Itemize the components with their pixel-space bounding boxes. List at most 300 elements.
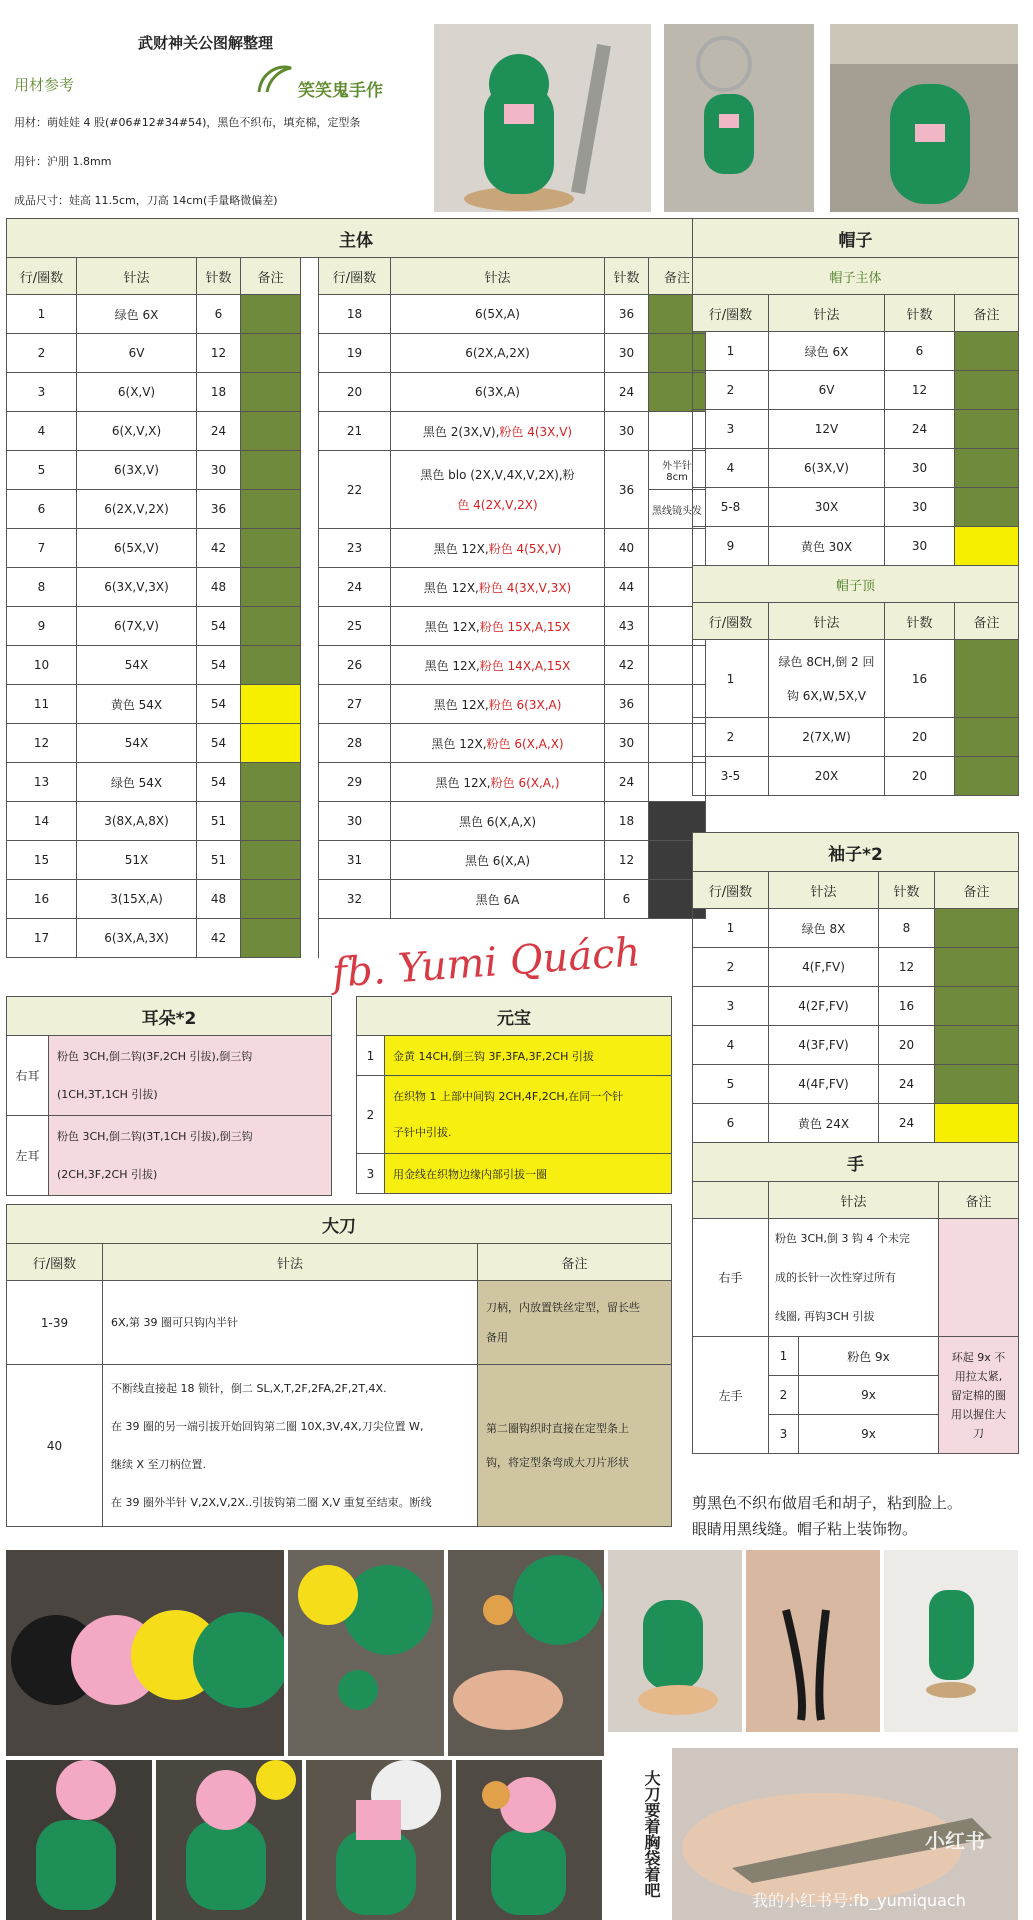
color-swatch	[955, 371, 1019, 410]
cell	[391, 646, 605, 685]
text-line: 眼睛用黑线缝。帽子粘上装饰物。	[692, 1520, 918, 1538]
text-line: 在 39 圈外半针 V,2X,V,2X..引拔钩第二圈 X,V 重复至结束。断线	[111, 1495, 432, 1509]
cell: 6(2X,A,2X)	[391, 334, 605, 373]
hand-title: 手	[693, 1143, 1019, 1182]
table-row: 5-8	[693, 488, 769, 527]
table-row: 20	[319, 373, 391, 412]
black-part: 黑色 12X,	[433, 697, 489, 712]
cell: 6(3X,A,3X)	[77, 919, 197, 958]
hat-top-title: 帽子顶	[693, 566, 1019, 603]
table-row: 32	[319, 880, 391, 919]
right-hand-text	[769, 1219, 939, 1337]
text-line: 刀	[973, 1426, 984, 1440]
table-row: 30	[319, 802, 391, 841]
col-note: 备注	[478, 1244, 672, 1281]
cell	[391, 763, 605, 802]
text-line: 成的长针一次性穿过所有	[775, 1271, 896, 1284]
yarn-photo	[6, 1550, 284, 1756]
table-row: 1-39	[7, 1281, 103, 1365]
xhs-logo: 小红书	[925, 1829, 985, 1853]
cell: 36	[197, 490, 241, 529]
table-row: 27	[319, 685, 391, 724]
cell: 6(3X,V,3X)	[77, 568, 197, 607]
text-line: 剪黑色不织布做眉毛和胡子，粘到脸上。	[692, 1494, 963, 1512]
col-row: 行/圈数	[7, 258, 77, 295]
table-row: 2	[693, 371, 769, 410]
cell	[391, 451, 605, 529]
text-line: 粉色 3CH,倒 3 钩 4 个未完	[775, 1232, 910, 1245]
cell: 6(7X,V)	[77, 607, 197, 646]
pink-part: 色 4(2X,V,2X)	[457, 497, 538, 512]
col-note: 备注	[241, 258, 301, 295]
cell	[391, 724, 605, 763]
color-swatch	[241, 334, 301, 373]
cell: 6V	[769, 371, 885, 410]
table-row: 9	[7, 607, 77, 646]
text-line: 线圈, 再钩3CH 引拔	[775, 1310, 875, 1323]
cell: 20	[879, 1026, 935, 1065]
cell	[391, 412, 605, 451]
pink-part: 粉色 6(X,A,X)	[486, 736, 564, 751]
text-line: 不断线直接起 18 锁针，倒二 SL,X,T,2F,2FA,2F,2T,4X.	[111, 1381, 387, 1395]
text-line: 粉色 3CH,倒二钩(3F,2CH 引拔),倒三钩	[57, 1049, 253, 1063]
cell: 24	[197, 412, 241, 451]
color-swatch	[241, 529, 301, 568]
cell: 12V	[769, 410, 885, 449]
black-part: 黑色 12X,	[424, 619, 480, 634]
hat-table	[692, 218, 1019, 796]
col-note: 备注	[649, 258, 706, 295]
xhs-id: 我的小红书号:fb_yumiquach	[752, 1891, 966, 1910]
cell: 12	[197, 334, 241, 373]
color-swatch	[955, 757, 1019, 796]
cell: 30	[885, 527, 955, 566]
cell: 6	[197, 295, 241, 334]
right-ear-label: 右耳	[7, 1036, 49, 1116]
color-swatch	[241, 880, 301, 919]
cell: 6(X,V,X)	[77, 412, 197, 451]
cell	[769, 640, 885, 718]
hat-title: 帽子	[693, 219, 1019, 258]
cell: 48	[197, 880, 241, 919]
cell: 51	[197, 802, 241, 841]
col-note: 备注	[955, 295, 1019, 332]
color-swatch	[935, 1026, 1019, 1065]
col-stitch: 针法	[77, 258, 197, 295]
text-line: 备用	[486, 1330, 508, 1344]
cell: 24	[879, 1104, 935, 1143]
black-part: 黑色 12X,	[423, 580, 479, 595]
sleeve-table	[692, 832, 1019, 1143]
yuanbao-title: 元宝	[357, 997, 672, 1036]
cell: 黄色 54X	[77, 685, 197, 724]
cell: 6(3X,A)	[391, 373, 605, 412]
brand-name: 笑笑鬼手作	[298, 81, 383, 101]
table-row: 14	[7, 802, 77, 841]
color-swatch	[241, 763, 301, 802]
color-swatch	[241, 451, 301, 490]
color-swatch	[935, 987, 1019, 1026]
col-note: 备注	[955, 603, 1019, 640]
blade-table	[6, 1204, 672, 1527]
cell: 6(3X,V)	[769, 449, 885, 488]
pink-part: 粉色 6(X,A,)	[490, 775, 560, 790]
text-line: 粉色 3CH,倒二钩(3T,1CH 引拔),倒三钩	[57, 1129, 253, 1143]
pink-part: 粉色 4(5X,V)	[488, 541, 562, 556]
cell: 16	[885, 640, 955, 718]
table-row: 3	[769, 1415, 799, 1454]
cell: 4(3F,FV)	[769, 1026, 879, 1065]
col-row: 行/圈数	[693, 295, 769, 332]
left-hand-note	[939, 1337, 1019, 1454]
cell: 24	[879, 1065, 935, 1104]
step-photo-6	[6, 1760, 152, 1920]
cell: 12	[885, 371, 955, 410]
cell	[391, 568, 605, 607]
color-swatch	[241, 919, 301, 958]
text-line: 用拉太紧,	[954, 1369, 1003, 1383]
cell: 30	[605, 724, 649, 763]
table-row: 17	[7, 919, 77, 958]
cell	[391, 529, 605, 568]
table-row: 4	[693, 449, 769, 488]
table-row: 31	[319, 841, 391, 880]
step-photo-7	[156, 1760, 302, 1920]
cell	[385, 1076, 672, 1154]
table-row: 2	[357, 1076, 385, 1154]
col-note: 备注	[939, 1182, 1019, 1219]
color-swatch	[241, 685, 301, 724]
table-row: 12	[7, 724, 77, 763]
right-hand-label: 右手	[693, 1219, 769, 1337]
table-row: 3	[357, 1154, 385, 1194]
color-swatch	[241, 841, 301, 880]
color-swatch	[935, 909, 1019, 948]
step-photo-2	[448, 1550, 604, 1756]
color-swatch	[241, 568, 301, 607]
table-row: 2	[693, 948, 769, 987]
cell: 42	[605, 646, 649, 685]
color-swatch	[955, 449, 1019, 488]
cell	[391, 685, 605, 724]
color-swatch	[955, 410, 1019, 449]
table-row: 11	[7, 685, 77, 724]
table-row: 5	[7, 451, 77, 490]
cell: 54	[197, 685, 241, 724]
col-count: 针数	[885, 603, 955, 640]
cell: 30	[605, 412, 649, 451]
cell: 20	[885, 757, 955, 796]
cell: 24	[885, 410, 955, 449]
cell: 绿色 6X	[769, 332, 885, 371]
table-row: 7	[7, 529, 77, 568]
cell: 18	[605, 802, 649, 841]
table-row: 1	[769, 1337, 799, 1376]
cell: 6X,第 39 圈可只钩内半针	[103, 1281, 478, 1365]
cell: 30	[885, 488, 955, 527]
col-row: 行/圈数	[7, 1244, 103, 1281]
cell: 54	[197, 607, 241, 646]
table-row: 1	[693, 640, 769, 718]
cell: 绿色 6X	[77, 295, 197, 334]
table-row: 1	[693, 332, 769, 371]
cell: 54	[197, 724, 241, 763]
table-row: 3	[693, 410, 769, 449]
cell: 30	[885, 449, 955, 488]
text-line: 第二圈钩织时直接在定型条上	[486, 1421, 629, 1435]
color-swatch	[241, 607, 301, 646]
table-row: 28	[319, 724, 391, 763]
color-swatch	[955, 488, 1019, 527]
text-line: 留定棉的圈	[951, 1388, 1006, 1402]
cell: 黑色 6(X,A,X)	[391, 802, 605, 841]
cell: 6(5X,V)	[77, 529, 197, 568]
left-ear-label: 左耳	[7, 1116, 49, 1196]
note-cell	[478, 1281, 672, 1365]
table-row: 1	[7, 295, 77, 334]
table-row: 19	[319, 334, 391, 373]
cell: 用金线在织物边缘内部引拔一圈	[385, 1154, 672, 1194]
table-row: 8	[7, 568, 77, 607]
col-count: 针数	[197, 258, 241, 295]
pink-part: 粉色 6(3X,A)	[488, 697, 562, 712]
note-cell: 外半针 8cm	[649, 451, 706, 490]
cell: 绿色 8X	[769, 909, 879, 948]
cell	[103, 1365, 478, 1527]
cell: 16	[879, 987, 935, 1026]
cell: 42	[197, 919, 241, 958]
table-row: 29	[319, 763, 391, 802]
text-line: 在 39 圈的另一端引拔开始回钩第二圈 10X,3V,4X,刀尖位置 W,	[111, 1419, 424, 1433]
cell: 6	[605, 880, 649, 919]
table-row: 23	[319, 529, 391, 568]
hand-table	[692, 1142, 1019, 1454]
color-swatch	[241, 373, 301, 412]
black-part: 黑色 blo (2X,V,4X,V,2X),粉	[420, 467, 575, 482]
cell: 6V	[77, 334, 197, 373]
color-swatch	[935, 1065, 1019, 1104]
text-line: 环起 9x 不	[951, 1350, 1006, 1364]
cell: 3(8X,A,8X)	[77, 802, 197, 841]
cell: 4(4F,FV)	[769, 1065, 879, 1104]
text-line: 钩，将定型条弯成大刀片形状	[486, 1455, 629, 1469]
col-stitch: 针法	[769, 603, 885, 640]
cell: 4(F,FV)	[769, 948, 879, 987]
col-row: 行/圈数	[319, 258, 391, 295]
hat-main-title: 帽子主体	[693, 258, 1019, 295]
cell: 6(2X,V,2X)	[77, 490, 197, 529]
cell	[391, 607, 605, 646]
cell: 30	[605, 334, 649, 373]
cell: 12	[879, 948, 935, 987]
text-line: (2CH,3F,2CH 引拔)	[57, 1167, 158, 1181]
color-swatch	[241, 802, 301, 841]
col-count: 针数	[605, 258, 649, 295]
cell: 6(3X,V)	[77, 451, 197, 490]
table-row: 4	[693, 1026, 769, 1065]
cell: 9x	[799, 1376, 939, 1415]
black-part: 黑色 12X,	[424, 658, 480, 673]
note-cell	[478, 1365, 672, 1527]
cell: 粉色 9x	[799, 1337, 939, 1376]
cell: 黄色 24X	[769, 1104, 879, 1143]
cell: 8	[879, 909, 935, 948]
text-line: 在织物 1 上部中间钩 2CH,4F,2CH,在同一个针	[393, 1089, 624, 1103]
color-swatch	[241, 490, 301, 529]
yuanbao-table	[356, 996, 672, 1194]
watermark: fb. Yumi Quách	[330, 929, 642, 997]
cell: 40	[605, 529, 649, 568]
hook-text: 用针：沪朋 1.8mm	[14, 155, 112, 168]
black-part: 黑色 12X,	[435, 775, 491, 790]
table-row: 26	[319, 646, 391, 685]
note-cell	[939, 1219, 1019, 1337]
color-swatch	[241, 646, 301, 685]
table-row: 3	[693, 987, 769, 1026]
black-part: 黑色 2(3X,V),	[422, 424, 500, 439]
ear-title: 耳朵*2	[7, 997, 332, 1036]
yarn-text: 用材：萌娃娃 4 股(#06#12#34#54)，黑色不织布，填充棉，定型条	[14, 116, 361, 129]
table-row: 18	[319, 295, 391, 334]
cell: 44	[605, 568, 649, 607]
cell: 54	[197, 646, 241, 685]
col-stitch: 针法	[769, 295, 885, 332]
col-count: 针数	[885, 295, 955, 332]
color-swatch	[241, 295, 301, 334]
color-swatch	[935, 1104, 1019, 1143]
cell: 36	[605, 685, 649, 724]
col-row: 行/圈数	[693, 872, 769, 909]
text-line: 继续 X 至刀柄位置.	[111, 1457, 207, 1471]
body-table	[6, 218, 706, 958]
finishing-text	[692, 1490, 1030, 1542]
sleeve-title: 袖子*2	[693, 833, 1019, 872]
cell: 6(5X,A)	[391, 295, 605, 334]
cell: 54	[197, 763, 241, 802]
step-photo-8	[306, 1760, 452, 1920]
table-row: 4	[7, 412, 77, 451]
cell: 48	[197, 568, 241, 607]
col-stitch: 针法	[769, 1182, 939, 1219]
cell: 43	[605, 607, 649, 646]
page-title: 武财神关公图解整理	[138, 34, 274, 52]
cell: 36	[605, 451, 649, 529]
col-stitch: 针法	[769, 872, 879, 909]
color-swatch	[935, 948, 1019, 987]
table-row: 1	[693, 909, 769, 948]
cell: 金黄 14CH,倒三钩 3F,3FA,3F,2CH 引拔	[385, 1036, 672, 1076]
cell: 18	[197, 373, 241, 412]
cell: 黄色 30X	[769, 527, 885, 566]
cell: 9x	[799, 1415, 939, 1454]
pink-part: 粉色 4(3X,V)	[499, 424, 573, 439]
table-row: 40	[7, 1365, 103, 1527]
table-row: 15	[7, 841, 77, 880]
text-line: 子针中引拔.	[393, 1125, 452, 1139]
table-row: 6	[693, 1104, 769, 1143]
cell: 51X	[77, 841, 197, 880]
cell: 20X	[769, 757, 885, 796]
cell: 20	[885, 718, 955, 757]
table-row: 6	[7, 490, 77, 529]
doll-photo-3	[830, 24, 1018, 212]
cell: 绿色 54X	[77, 763, 197, 802]
col-stitch: 针法	[391, 258, 605, 295]
cell: 12	[605, 841, 649, 880]
cell: 3(15X,A)	[77, 880, 197, 919]
right-ear-text	[49, 1036, 332, 1116]
materials-label: 用材参考	[14, 76, 75, 94]
cell: 4(2F,FV)	[769, 987, 879, 1026]
cell: 36	[605, 295, 649, 334]
left-ear-text	[49, 1116, 332, 1196]
table-row: 24	[319, 568, 391, 607]
table-row: 5	[693, 1065, 769, 1104]
pink-part: 粉色 15X,A,15X	[479, 619, 571, 634]
table-row: 21	[319, 412, 391, 451]
black-part: 黑色 12X,	[433, 541, 489, 556]
step-photo-3	[608, 1550, 742, 1732]
cell-line: 绿色 8CH,倒 2 回	[778, 654, 875, 669]
color-swatch	[955, 640, 1019, 718]
text-line: (1CH,3T,1CH 引拔)	[57, 1087, 158, 1101]
pink-part: 粉色 4(3X,V,3X)	[478, 580, 572, 595]
col-note: 备注	[935, 872, 1019, 909]
step-photo-1	[288, 1550, 444, 1756]
note-cell: 黑线镜头发	[649, 490, 706, 529]
cell: 24	[605, 373, 649, 412]
cell: 24	[605, 763, 649, 802]
cell: 30X	[769, 488, 885, 527]
table-row: 2	[769, 1376, 799, 1415]
col-row: 行/圈数	[693, 603, 769, 640]
cell: 51	[197, 841, 241, 880]
black-part: 黑色 12X,	[431, 736, 487, 751]
table-row: 3-5	[693, 757, 769, 796]
text-line: 刀柄，内放置铁丝定型，留长些	[486, 1300, 640, 1314]
pink-part: 粉色 14X,A,15X	[479, 658, 571, 673]
cell: 42	[197, 529, 241, 568]
col-count: 针数	[879, 872, 935, 909]
table-row: 10	[7, 646, 77, 685]
cell: 54X	[77, 646, 197, 685]
color-swatch	[241, 412, 301, 451]
color-swatch	[241, 724, 301, 763]
cell: 2(7X,W)	[769, 718, 885, 757]
table-row: 3	[7, 373, 77, 412]
vertical-caption: 大刀要着胸袋着吧	[642, 1770, 661, 1898]
color-swatch	[955, 332, 1019, 371]
ear-table	[6, 996, 332, 1196]
size-text: 成品尺寸：娃高 11.5cm，刀高 14cm(手量略微偏差)	[14, 194, 278, 207]
table-row: 13	[7, 763, 77, 802]
cell: 6	[885, 332, 955, 371]
left-hand-label: 左手	[693, 1337, 769, 1454]
blade-title: 大刀	[7, 1205, 672, 1244]
brand-logo	[255, 62, 295, 102]
doll-photo-2	[664, 24, 814, 212]
table-row: 25	[319, 607, 391, 646]
step-photo-5	[884, 1550, 1018, 1732]
table-row: 1	[357, 1036, 385, 1076]
table-row: 16	[7, 880, 77, 919]
step-photo-4	[746, 1550, 880, 1732]
cell: 54X	[77, 724, 197, 763]
table-row: 2	[693, 718, 769, 757]
table-row: 2	[7, 334, 77, 373]
doll-photo-1	[434, 24, 651, 212]
text-line: 用以握住大	[951, 1407, 1006, 1421]
